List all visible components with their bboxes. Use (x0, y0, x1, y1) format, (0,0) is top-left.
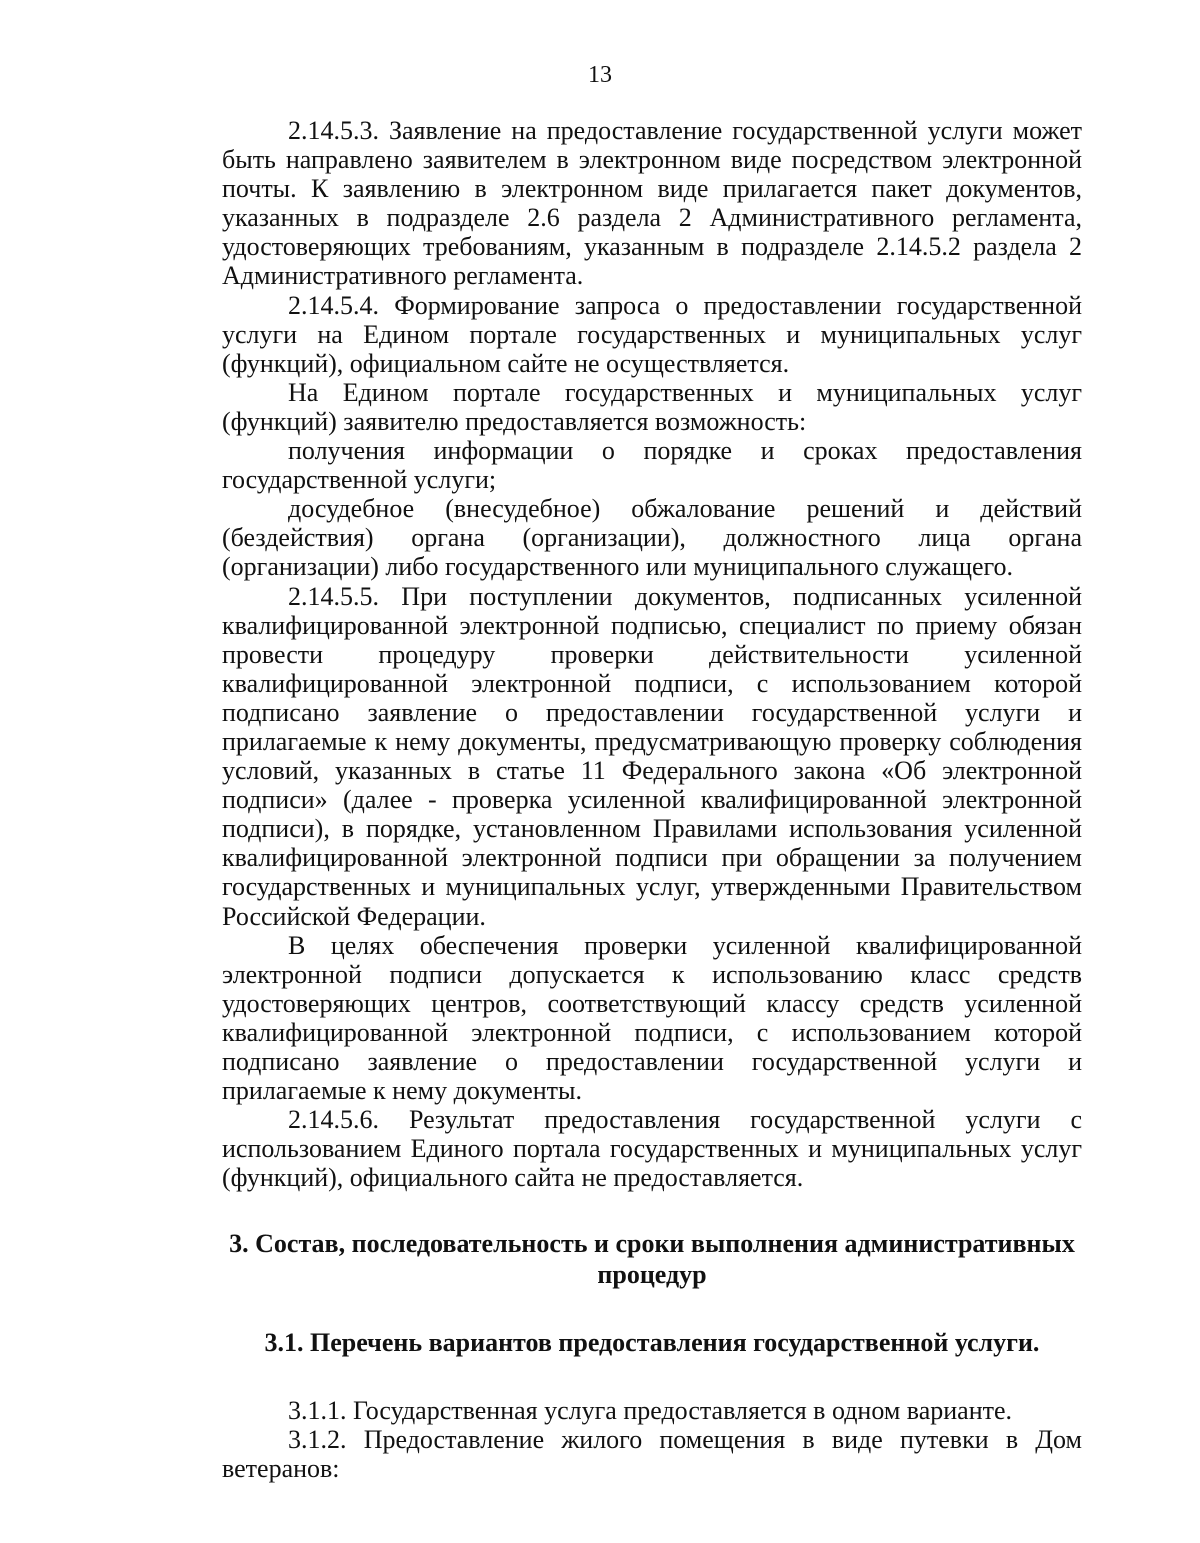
paragraph-2-14-5-6: 2.14.5.6. Результат предоставления государственной услуги с использованием Единого портала государственных и муниципальных услуг (функций), официального сайта не предоставляется. (222, 1105, 1082, 1193)
section-3-heading-line-2: процедур (597, 1260, 707, 1290)
paragraph-portal-option-appeal: досудебное (внесудебное) обжалование решений и действий (бездействия) органа (организации), должностного лица органа (организации) либо государственного или муниципального служащего. (222, 494, 1082, 582)
paragraph-3-1-1: 3.1.1. Государственная услуга предоставляется в одном варианте. (288, 1395, 1013, 1425)
paragraph-portal-intro: На Едином портале государственных и муниципальных услуг (функций) заявителю предоставляется возможность: (222, 377, 1082, 436)
paragraph-2-14-5-5: 2.14.5.5. При поступлении документов, подписанных усиленной квалифицированной электронной подписью, специалист по приему обязан провести процедуру проверки действительности усиленной квалифицированной электронной подписи, с использованием которой подписано заявление о предоставлении государственной услуги и прилагаемые к нему документы, предусматривающую проверку соблюдения условий, указанных в статье 11 Федерального закона «Об электронной подписи» (далее - проверка усиленной квалифицированной электронной подписи), в порядке, установленном Правилами использования усиленной квалифицированной электронной подписи при обращении за получением государственных и муниципальных услуг, утвержденными Правительством Российской Федерации. (222, 581, 1082, 931)
page-number: 13 (588, 62, 612, 88)
paragraph-signature-check: В целях обеспечения проверки усиленной квалифицированной электронной подписи допускается к использованию класс средств удостоверяющих центров, соответствующий классу средств усиленной квалифицированной электронной подписи, с использованием которой подписано заявление о предоставлении государственной услуги и прилагаемые к нему документы. (222, 930, 1082, 1106)
paragraph-2-14-5-4: 2.14.5.4. Формирование запроса о предоставлении государственной услуги на Едином портале государственных и муниципальных услуг (функций), официальном сайте не осуществляется. (222, 290, 1082, 378)
document-body (222, 116, 1082, 1483)
paragraph-2-14-5-3: 2.14.5.3. Заявление на предоставление государственной услуги может быть направлено заявителем в электронном виде посредством электронной почты. К заявлению в электронном виде прилагается пакет документов, указанных в подразделе 2.6 раздела 2 Административного регламента, удостоверяющих требованиям, указанным в подразделе 2.14.5.2 раздела 2 Административного регламента. (222, 116, 1082, 291)
paragraph-3-1-2: 3.1.2. Предоставление жилого помещения в виде путевки в Дом ветеранов: (222, 1424, 1082, 1483)
section-3-heading-line-1: 3. Состав, последовательность и сроки выполнения административных (229, 1229, 1075, 1259)
paragraph-portal-option-info: получения информации о порядке и сроках предоставления государственной услуги; (222, 436, 1082, 495)
section-3-heading (222, 1228, 1082, 1290)
section-3-1-subheading: 3.1. Перечень вариантов предоставления государственной услуги. (264, 1328, 1040, 1358)
